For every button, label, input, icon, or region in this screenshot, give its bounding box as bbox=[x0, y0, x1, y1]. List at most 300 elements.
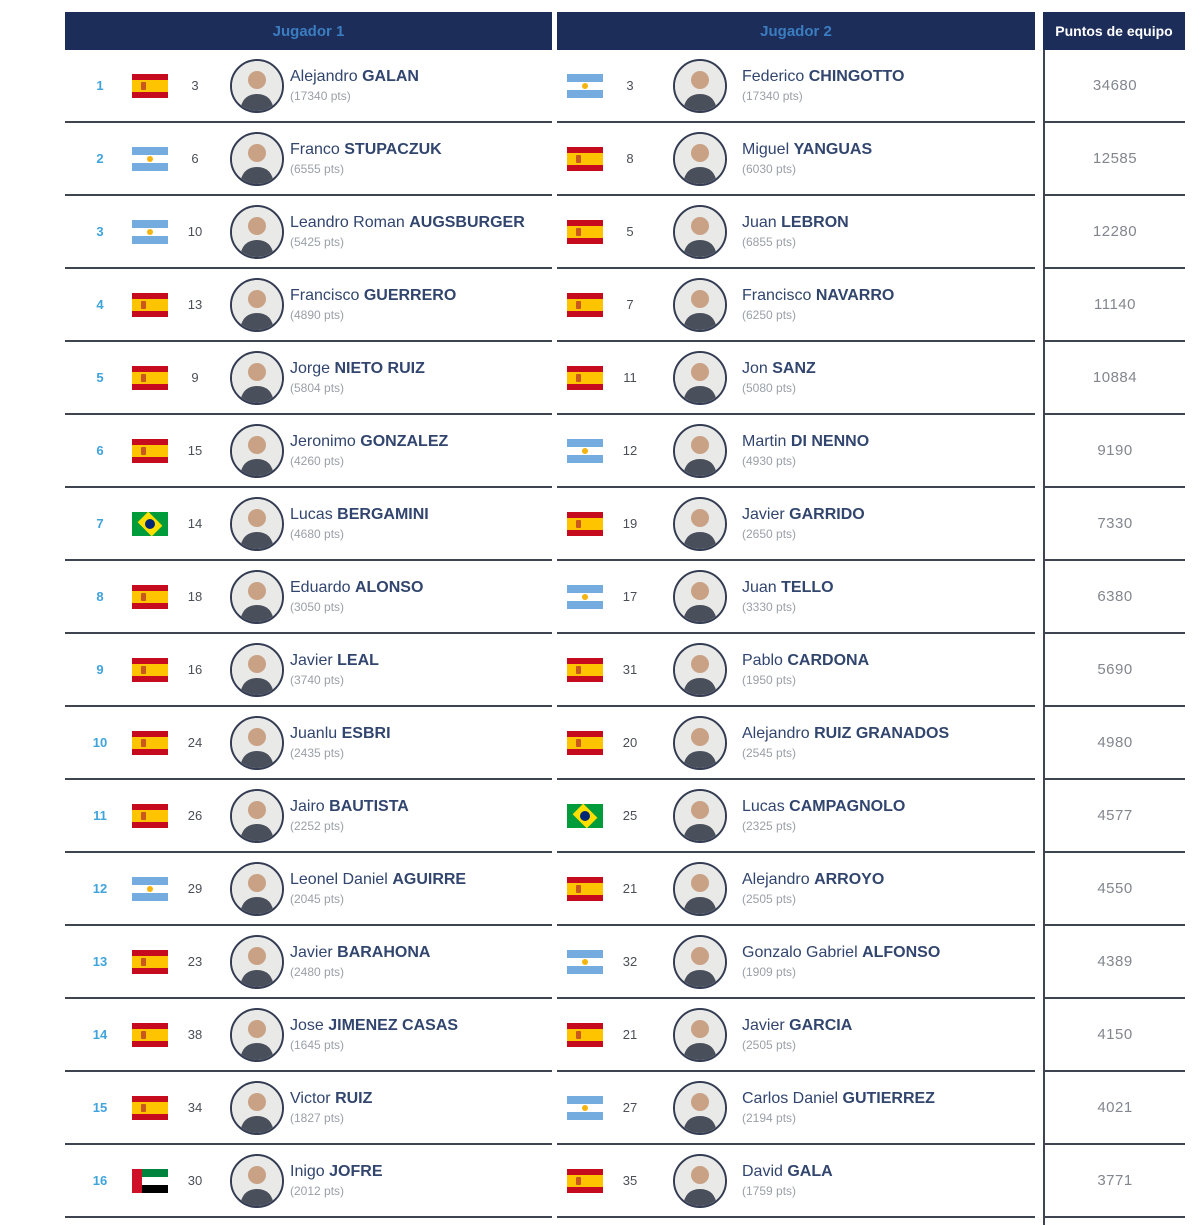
player2-info bbox=[742, 360, 816, 395]
ae-flag-icon bbox=[132, 1169, 168, 1193]
table-row[interactable] bbox=[65, 488, 1185, 561]
player2-cell[interactable] bbox=[557, 269, 1035, 342]
player2-info bbox=[742, 652, 869, 687]
player1-points: (2045 pts) bbox=[290, 892, 345, 906]
player2-surname: RUIZ GRANADOS bbox=[814, 725, 950, 742]
es-flag-icon bbox=[567, 512, 603, 536]
player2-avatar[interactable] bbox=[673, 278, 727, 332]
points-column-border-tail bbox=[1043, 1218, 1185, 1225]
player2-avatar[interactable] bbox=[673, 497, 727, 551]
player2-given-name: Francisco bbox=[742, 287, 812, 304]
table-row[interactable] bbox=[65, 926, 1185, 999]
player2-info bbox=[742, 725, 949, 760]
person-icon bbox=[675, 645, 725, 695]
player1-surname: JOFRE bbox=[329, 1163, 383, 1180]
es-flag-icon bbox=[567, 220, 603, 244]
player1-ranking-number: 9 bbox=[191, 370, 199, 385]
player1-points: (2252 pts) bbox=[290, 819, 345, 833]
player1-cell[interactable] bbox=[65, 780, 552, 853]
player1-cell[interactable] bbox=[65, 1145, 552, 1218]
es-flag-icon bbox=[567, 1023, 603, 1047]
es-flag-icon bbox=[567, 1169, 603, 1193]
player2-name bbox=[742, 1090, 935, 1108]
player1-given-name: Francisco bbox=[290, 287, 360, 304]
rank-number: 11 bbox=[93, 808, 107, 823]
player2-avatar[interactable] bbox=[673, 862, 727, 916]
row-gap bbox=[1035, 123, 1043, 196]
player1-points: (2480 pts) bbox=[290, 965, 345, 979]
player2-surname: ALFONSO bbox=[862, 944, 941, 961]
player1-surname: GALAN bbox=[362, 68, 419, 85]
player1-name bbox=[290, 1090, 372, 1108]
player1-info bbox=[290, 506, 429, 541]
player2-cell[interactable] bbox=[557, 1145, 1035, 1218]
player1-surname: LEAL bbox=[337, 652, 379, 669]
pairs-ranking-table bbox=[65, 12, 1185, 1225]
player2-name bbox=[742, 579, 834, 597]
person-icon bbox=[675, 1010, 725, 1060]
player1-cell[interactable] bbox=[65, 926, 552, 999]
player2-points: (2325 pts) bbox=[742, 819, 797, 833]
player1-given-name: Jose bbox=[290, 1017, 324, 1034]
player2-avatar[interactable] bbox=[673, 1008, 727, 1062]
player2-ranking-number: 21 bbox=[622, 881, 638, 896]
table-row[interactable] bbox=[65, 853, 1185, 926]
player1-surname: JIMENEZ CASAS bbox=[328, 1017, 459, 1034]
player1-info bbox=[290, 1017, 458, 1052]
player1-avatar[interactable] bbox=[230, 643, 284, 697]
player1-avatar[interactable] bbox=[230, 789, 284, 843]
player2-avatar[interactable] bbox=[673, 1154, 727, 1208]
player2-name bbox=[742, 68, 904, 86]
table-row[interactable] bbox=[65, 50, 1185, 123]
player1-avatar[interactable] bbox=[230, 716, 284, 770]
column-header-jugador2-label: Jugador 2 bbox=[760, 22, 832, 40]
person-icon bbox=[675, 1083, 725, 1133]
person-icon bbox=[232, 791, 282, 841]
player1-points: (1645 pts) bbox=[290, 1038, 345, 1052]
player2-ranking-number: 12 bbox=[622, 443, 638, 458]
player1-info bbox=[290, 871, 466, 906]
player2-given-name: Carlos Daniel bbox=[742, 1090, 839, 1107]
player1-cell[interactable] bbox=[65, 853, 552, 926]
team-points-cell bbox=[1043, 1072, 1185, 1145]
row-gap bbox=[1035, 634, 1043, 707]
player1-given-name: Juanlu bbox=[290, 725, 338, 742]
player1-surname: BAUTISTA bbox=[329, 798, 409, 815]
player1-cell[interactable] bbox=[65, 50, 552, 123]
player1-surname: AGUIRRE bbox=[392, 871, 467, 888]
table-row[interactable] bbox=[65, 196, 1185, 269]
player2-points: (2650 pts) bbox=[742, 527, 797, 541]
row-gap bbox=[1035, 561, 1043, 634]
br-flag-icon bbox=[132, 512, 168, 536]
table-body bbox=[65, 50, 1185, 1218]
person-icon bbox=[232, 864, 282, 914]
player2-given-name: Gonzalo Gabriel bbox=[742, 944, 858, 961]
person-icon bbox=[232, 280, 282, 330]
row-gap bbox=[1035, 999, 1043, 1072]
player2-cell[interactable] bbox=[557, 123, 1035, 196]
person-icon bbox=[232, 353, 282, 403]
player1-ranking-number: 6 bbox=[191, 151, 199, 166]
player2-points: (4930 pts) bbox=[742, 454, 797, 468]
player1-surname: GONZALEZ bbox=[360, 433, 449, 450]
team-points-cell bbox=[1043, 196, 1185, 269]
es-flag-icon bbox=[132, 293, 168, 317]
player1-cell[interactable] bbox=[65, 342, 552, 415]
row-gap bbox=[1035, 1145, 1043, 1218]
table-row[interactable] bbox=[65, 269, 1185, 342]
row-gap bbox=[1035, 342, 1043, 415]
team-points-value: 3771 bbox=[1097, 1172, 1133, 1189]
player2-cell[interactable] bbox=[557, 634, 1035, 707]
player2-points: (17340 pts) bbox=[742, 89, 803, 103]
player1-ranking-number: 14 bbox=[187, 516, 203, 531]
player2-points: (3330 pts) bbox=[742, 600, 797, 614]
rank-number: 7 bbox=[96, 516, 104, 531]
player2-info bbox=[742, 871, 884, 906]
column-header-puntos-label: Puntos de equipo bbox=[1055, 23, 1173, 39]
player2-cell[interactable] bbox=[557, 50, 1035, 123]
player2-avatar[interactable] bbox=[673, 935, 727, 989]
player1-avatar[interactable] bbox=[230, 1008, 284, 1062]
player1-cell[interactable] bbox=[65, 415, 552, 488]
person-icon bbox=[232, 61, 282, 111]
player1-points: (4260 pts) bbox=[290, 454, 345, 468]
ar-flag-icon bbox=[132, 147, 168, 171]
es-flag-icon bbox=[132, 366, 168, 390]
team-points-cell bbox=[1043, 342, 1185, 415]
player2-cell[interactable] bbox=[557, 707, 1035, 780]
person-icon bbox=[232, 718, 282, 768]
player1-avatar[interactable] bbox=[230, 59, 284, 113]
player1-avatar[interactable] bbox=[230, 1154, 284, 1208]
es-flag-icon bbox=[567, 877, 603, 901]
player2-given-name: Juan bbox=[742, 579, 777, 596]
table-row[interactable] bbox=[65, 1145, 1185, 1218]
table-row[interactable] bbox=[65, 342, 1185, 415]
player1-surname: STUPACZUK bbox=[344, 141, 442, 158]
player1-info bbox=[290, 725, 391, 760]
es-flag-icon bbox=[132, 439, 168, 463]
player2-avatar[interactable] bbox=[673, 351, 727, 405]
player1-name bbox=[290, 287, 456, 305]
player1-avatar[interactable] bbox=[230, 351, 284, 405]
player1-surname: ALONSO bbox=[354, 579, 424, 596]
player2-name bbox=[742, 798, 905, 816]
column-header-jugador1 bbox=[65, 12, 552, 50]
team-points-cell bbox=[1043, 634, 1185, 707]
ar-flag-icon bbox=[132, 220, 168, 244]
es-flag-icon bbox=[132, 1096, 168, 1120]
player1-ranking-number: 18 bbox=[187, 589, 203, 604]
player2-avatar[interactable] bbox=[673, 59, 727, 113]
player2-given-name: Miguel bbox=[742, 141, 790, 158]
player1-cell[interactable] bbox=[65, 269, 552, 342]
player1-info bbox=[290, 579, 423, 614]
player2-ranking-number: 5 bbox=[626, 224, 634, 239]
person-icon bbox=[675, 572, 725, 622]
person-icon bbox=[675, 134, 725, 184]
person-icon bbox=[675, 207, 725, 257]
player1-ranking-number: 3 bbox=[191, 78, 199, 93]
team-points-cell bbox=[1043, 50, 1185, 123]
player2-info bbox=[742, 798, 905, 833]
player2-points: (6855 pts) bbox=[742, 235, 797, 249]
es-flag-icon bbox=[567, 658, 603, 682]
player1-avatar[interactable] bbox=[230, 205, 284, 259]
player2-info bbox=[742, 506, 865, 541]
person-icon bbox=[675, 353, 725, 403]
player1-cell[interactable] bbox=[65, 634, 552, 707]
player2-avatar[interactable] bbox=[673, 132, 727, 186]
person-icon bbox=[675, 864, 725, 914]
player1-name bbox=[290, 725, 391, 743]
player2-points: (6250 pts) bbox=[742, 308, 797, 322]
table-row[interactable] bbox=[65, 561, 1185, 634]
player1-given-name: Eduardo bbox=[290, 579, 351, 596]
player1-points: (3050 pts) bbox=[290, 600, 345, 614]
player2-cell[interactable] bbox=[557, 561, 1035, 634]
person-icon bbox=[675, 426, 725, 476]
player1-avatar[interactable] bbox=[230, 570, 284, 624]
team-points-cell bbox=[1043, 999, 1185, 1072]
player1-cell[interactable] bbox=[65, 561, 552, 634]
rank-number: 10 bbox=[92, 735, 108, 750]
es-flag-icon bbox=[567, 731, 603, 755]
player1-name bbox=[290, 871, 466, 889]
person-icon bbox=[675, 718, 725, 768]
player1-name bbox=[290, 141, 442, 159]
es-flag-icon bbox=[132, 804, 168, 828]
player1-name bbox=[290, 360, 425, 378]
player2-ranking-number: 3 bbox=[626, 78, 634, 93]
team-points-value: 4389 bbox=[1097, 953, 1133, 970]
rank-number: 4 bbox=[96, 297, 104, 312]
player1-given-name: Inigo bbox=[290, 1163, 325, 1180]
rank-number: 8 bbox=[96, 589, 104, 604]
player2-ranking-number: 32 bbox=[622, 954, 638, 969]
player1-given-name: Jorge bbox=[290, 360, 331, 377]
player1-surname: BERGAMINI bbox=[337, 506, 429, 523]
player1-points: (2435 pts) bbox=[290, 746, 345, 760]
player1-avatar[interactable] bbox=[230, 278, 284, 332]
player2-cell[interactable] bbox=[557, 1072, 1035, 1145]
player2-cell[interactable] bbox=[557, 853, 1035, 926]
player2-avatar[interactable] bbox=[673, 789, 727, 843]
team-points-cell bbox=[1043, 488, 1185, 561]
ar-flag-icon bbox=[132, 877, 168, 901]
person-icon bbox=[675, 280, 725, 330]
player2-avatar[interactable] bbox=[673, 1081, 727, 1135]
player1-cell[interactable] bbox=[65, 999, 552, 1072]
player1-avatar[interactable] bbox=[230, 497, 284, 551]
player1-cell[interactable] bbox=[65, 707, 552, 780]
player1-ranking-number: 15 bbox=[187, 443, 203, 458]
team-points-value: 10884 bbox=[1092, 369, 1138, 386]
player2-info bbox=[742, 287, 894, 322]
player1-ranking-number: 38 bbox=[187, 1027, 203, 1042]
player2-cell[interactable] bbox=[557, 780, 1035, 853]
player1-points: (1827 pts) bbox=[290, 1111, 345, 1125]
es-flag-icon bbox=[132, 731, 168, 755]
person-icon bbox=[232, 1083, 282, 1133]
table-row[interactable] bbox=[65, 415, 1185, 488]
player1-ranking-number: 24 bbox=[187, 735, 203, 750]
player2-given-name: David bbox=[742, 1163, 783, 1180]
player2-surname: TELLO bbox=[781, 579, 834, 596]
player2-cell[interactable] bbox=[557, 196, 1035, 269]
player1-name bbox=[290, 579, 423, 597]
player2-cell[interactable] bbox=[557, 999, 1035, 1072]
es-flag-icon bbox=[132, 950, 168, 974]
team-points-cell bbox=[1043, 707, 1185, 780]
player2-name bbox=[742, 944, 940, 962]
player2-ranking-number: 27 bbox=[622, 1100, 638, 1115]
player2-points: (2505 pts) bbox=[742, 892, 797, 906]
table-row[interactable] bbox=[65, 123, 1185, 196]
player1-given-name: Victor bbox=[290, 1090, 331, 1107]
player1-avatar[interactable] bbox=[230, 935, 284, 989]
player2-given-name: Jon bbox=[742, 360, 768, 377]
player1-cell[interactable] bbox=[65, 1072, 552, 1145]
player2-given-name: Martin bbox=[742, 433, 787, 450]
player2-surname: SANZ bbox=[772, 360, 816, 377]
player2-info bbox=[742, 579, 834, 614]
player2-avatar[interactable] bbox=[673, 424, 727, 478]
player1-avatar[interactable] bbox=[230, 424, 284, 478]
player1-info bbox=[290, 433, 448, 468]
rank-number: 13 bbox=[92, 954, 108, 969]
ar-flag-icon bbox=[567, 950, 603, 974]
player1-name bbox=[290, 944, 430, 962]
player2-name bbox=[742, 506, 865, 524]
es-flag-icon bbox=[567, 366, 603, 390]
player1-ranking-number: 34 bbox=[187, 1100, 203, 1115]
es-flag-icon bbox=[132, 585, 168, 609]
player1-avatar[interactable] bbox=[230, 1081, 284, 1135]
player2-surname: GUTIERREZ bbox=[842, 1090, 935, 1107]
player1-info bbox=[290, 68, 419, 103]
player1-points: (3740 pts) bbox=[290, 673, 345, 687]
player2-avatar[interactable] bbox=[673, 205, 727, 259]
player1-points: (2012 pts) bbox=[290, 1184, 345, 1198]
player2-surname: GALA bbox=[787, 1163, 833, 1180]
player2-points: (1759 pts) bbox=[742, 1184, 797, 1198]
player1-points: (17340 pts) bbox=[290, 89, 351, 103]
player1-given-name: Leonel Daniel bbox=[290, 871, 388, 888]
player2-avatar[interactable] bbox=[673, 716, 727, 770]
team-points-cell bbox=[1043, 269, 1185, 342]
table-row[interactable] bbox=[65, 634, 1185, 707]
player1-given-name: Alejandro bbox=[290, 68, 358, 85]
table-row[interactable] bbox=[65, 999, 1185, 1072]
player2-cell[interactable] bbox=[557, 926, 1035, 999]
player1-given-name: Leandro Roman bbox=[290, 214, 405, 231]
ar-flag-icon bbox=[567, 585, 603, 609]
player2-surname: CAMPAGNOLO bbox=[789, 798, 906, 815]
person-icon bbox=[232, 937, 282, 987]
person-icon bbox=[232, 207, 282, 257]
player1-info bbox=[290, 1090, 372, 1125]
player2-name bbox=[742, 652, 869, 670]
player2-avatar[interactable] bbox=[673, 570, 727, 624]
player2-cell[interactable] bbox=[557, 488, 1035, 561]
player2-given-name: Lucas bbox=[742, 798, 785, 815]
row-gap bbox=[1035, 50, 1043, 123]
player1-info bbox=[290, 652, 379, 687]
person-icon bbox=[675, 791, 725, 841]
es-flag-icon bbox=[567, 293, 603, 317]
player2-surname: GARRIDO bbox=[789, 506, 865, 523]
player1-ranking-number: 13 bbox=[187, 297, 203, 312]
player1-points: (5425 pts) bbox=[290, 235, 345, 249]
person-icon bbox=[232, 1010, 282, 1060]
player1-ranking-number: 26 bbox=[187, 808, 203, 823]
team-points-value: 4550 bbox=[1097, 880, 1133, 897]
rank-number: 14 bbox=[92, 1027, 108, 1042]
es-flag-icon bbox=[132, 74, 168, 98]
table-row[interactable] bbox=[65, 707, 1185, 780]
column-header-jugador2 bbox=[557, 12, 1035, 50]
rank-number: 3 bbox=[96, 224, 104, 239]
table-row[interactable] bbox=[65, 780, 1185, 853]
player1-info bbox=[290, 1163, 383, 1198]
player1-cell[interactable] bbox=[65, 123, 552, 196]
player1-avatar[interactable] bbox=[230, 862, 284, 916]
player1-cell[interactable] bbox=[65, 488, 552, 561]
player2-given-name: Federico bbox=[742, 68, 805, 85]
player2-ranking-number: 21 bbox=[622, 1027, 638, 1042]
team-points-cell bbox=[1043, 853, 1185, 926]
team-points-cell bbox=[1043, 1145, 1185, 1218]
person-icon bbox=[675, 499, 725, 549]
player1-given-name: Javier bbox=[290, 652, 333, 669]
person-icon bbox=[675, 61, 725, 111]
player2-points: (1909 pts) bbox=[742, 965, 797, 979]
es-flag-icon bbox=[132, 1023, 168, 1047]
br-flag-icon bbox=[567, 804, 603, 828]
player2-given-name: Alejandro bbox=[742, 871, 810, 888]
player1-avatar[interactable] bbox=[230, 132, 284, 186]
player2-cell[interactable] bbox=[557, 415, 1035, 488]
player1-ranking-number: 16 bbox=[187, 662, 203, 677]
rank-number: 5 bbox=[96, 370, 104, 385]
person-icon bbox=[232, 572, 282, 622]
player1-info bbox=[290, 287, 456, 322]
team-points-value: 12585 bbox=[1092, 150, 1138, 167]
player1-cell[interactable] bbox=[65, 196, 552, 269]
player2-name bbox=[742, 1017, 852, 1035]
player1-given-name: Lucas bbox=[290, 506, 333, 523]
player2-name bbox=[742, 287, 894, 305]
player2-cell[interactable] bbox=[557, 342, 1035, 415]
team-points-cell bbox=[1043, 926, 1185, 999]
rank-number: 12 bbox=[92, 881, 108, 896]
player2-given-name: Juan bbox=[742, 214, 777, 231]
player2-points: (1950 pts) bbox=[742, 673, 797, 687]
table-row[interactable] bbox=[65, 1072, 1185, 1145]
header-gap bbox=[1035, 12, 1043, 50]
player1-name bbox=[290, 798, 409, 816]
person-icon bbox=[232, 499, 282, 549]
player2-name bbox=[742, 141, 872, 159]
team-points-cell bbox=[1043, 415, 1185, 488]
player1-ranking-number: 10 bbox=[187, 224, 203, 239]
player1-ranking-number: 29 bbox=[187, 881, 203, 896]
player2-avatar[interactable] bbox=[673, 643, 727, 697]
